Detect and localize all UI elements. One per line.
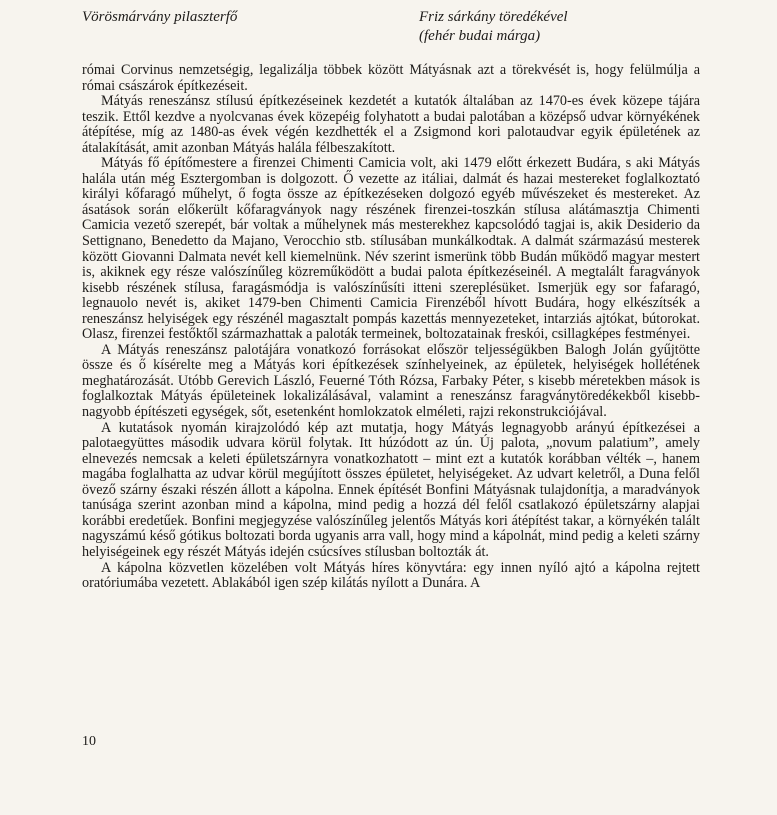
page-number: 10 [82,734,96,749]
paragraph-3: Mátyás fő építőmestere a firenzei Chimenti Camicia volt, aki 1479 előtt érkezett Budára, s aki Mátyás halála után még Esztergomban is dolgozott. Ő vezette az itáliai, dalmát és hazai mestereket foglalkoztató királyi kőfaragó műhelyt, ő fogta össze az építkezéseken dolgozó egyéb művészeket és mestereket. Az ásatások során előkerült kőfaragványok nagy részének firenzei-toszkán stílusa alátámasztja Chimenti Camicia vezető szerepét, bár voltak a műhelynek más mesterekhez kapcsolódó tagjai is, akik Desiderio da Settignano, Benedetto da Majano, Verocchio stb. stílusában munkálkodtak. A dalmát származású mesterek között Giovanni Dalmata nevét kell kiemelnünk. Név szerint ismerünk több Budán működő magyar mestert is, akiknek egy része valószínűleg közreműködött a budai palota építkezéseinél. A megtalált faragványok kisebb részének stílusa, faragásmódja is valószínűsíti itteni szereplésüket. Ismerjük egy sor fafaragó, legnauolo nevét is, akiket 1479-ben Chimenti Camicia Firenzéből hívott Budára, hogy elkészítsék a reneszánsz helyiségek egy részénél magasztalt pompás kazettás mennyezeteket, intarziás ajtókat, bútorokat. Olasz, firenzei festőktől származhattak a paloták termeinek, boltozatainak freskói, csillagképes festményei. [82,155,700,343]
caption-right-line1: Friz sárkány töredékével [419,9,568,25]
caption-header [82,8,702,54]
caption-right-line2: (fehér budai márga) [419,28,541,44]
paragraph-5: A kutatások nyomán kirajzolódó kép azt mutatja, hogy Mátyás legnagyobb arányú építkezései a palotaegyüttes második udvara körül folytak. Itt húzódott az ún. Új palota, „novum palatium”, amely elnevezés nemcsak a keleti épületszárnyra vonatkozhatott – mint ezt a kutatók korábban vélték –, hanem magába foglalhatta az udvar körül megújított összes épületet, helyiségeket. Az udvart keletről, a Duna felől övező szárny északi részén állott a kápolna. Ennek építését Bonfini Mátyásnak tulajdonítja, a maradványok tanúsága szerint azonban mind a kápolna, mind pedig a hozzá dél felől csatlakozó épületszárny alapjai korábbi eredetűek. Bonfini megjegyzése valószínűleg jelentős Mátyás kori átépítést takar, a környékén talált nagyszámú késő gótikus boltozati borda ugyanis arra vall, hogy mind a kápolnát, mind pedig a keleti szárny helyiségeinek egy részét Mátyás idején csúcsíves stílusban boltozták át. [82,419,700,560]
body-text [82,63,700,592]
paragraph-6: A kápolna közvetlen közelében volt Mátyás híres könyvtára: egy innen nyíló ajtó a kápolna rejtett oratóriumába vezetett. Ablakából igen szép kilátás nyílott a Dunára. A [82,559,700,592]
paragraph-2: Mátyás reneszánsz stílusú építkezéseinek kezdetét a kutatók általában az 1470-es évek közepe tájára teszik. Ettől kezdve a nyolcvanas évek közepéig folyhatott a budai palotában a középső udvar környékének átépítése, míg az 1480-as évek végén kezdhették el a Zsigmond kori palotaudvar egyik épületének az átalakítását, amit azonban Mátyás halála félbeszakított. [82,93,700,156]
caption-right [419,8,568,46]
paragraph-4: A Mátyás reneszánsz palotájára vonatkozó forrásokat először teljességükben Balogh Jolán gyűjtötte össze és ő kísérelte meg a Mátyás kori építkezések színhelyeinek, az épületek, helyiségek hollétének meghatározását. Utóbb Gerevich László, Feuerné Tóth Rózsa, Farbaky Péter, s kisebb méretekben mások is foglalkoztak Mátyás épületeinek lokalizálásával, valamint a reneszánsz faragványtöredékekből kisebb-nagyobb építészeti egységek, sőt, esetenként homlokzatok elméleti, rajzi rekonstrukciójával. [82,341,700,421]
paragraph-1: római Corvinus nemzetségig, legalizálja többek között Mátyásnak azt a törekvését is, hogy felülmúlja a római császárok építkezéseit. [82,62,700,94]
caption-left: Vörösmárvány pilaszterfő [82,9,238,25]
